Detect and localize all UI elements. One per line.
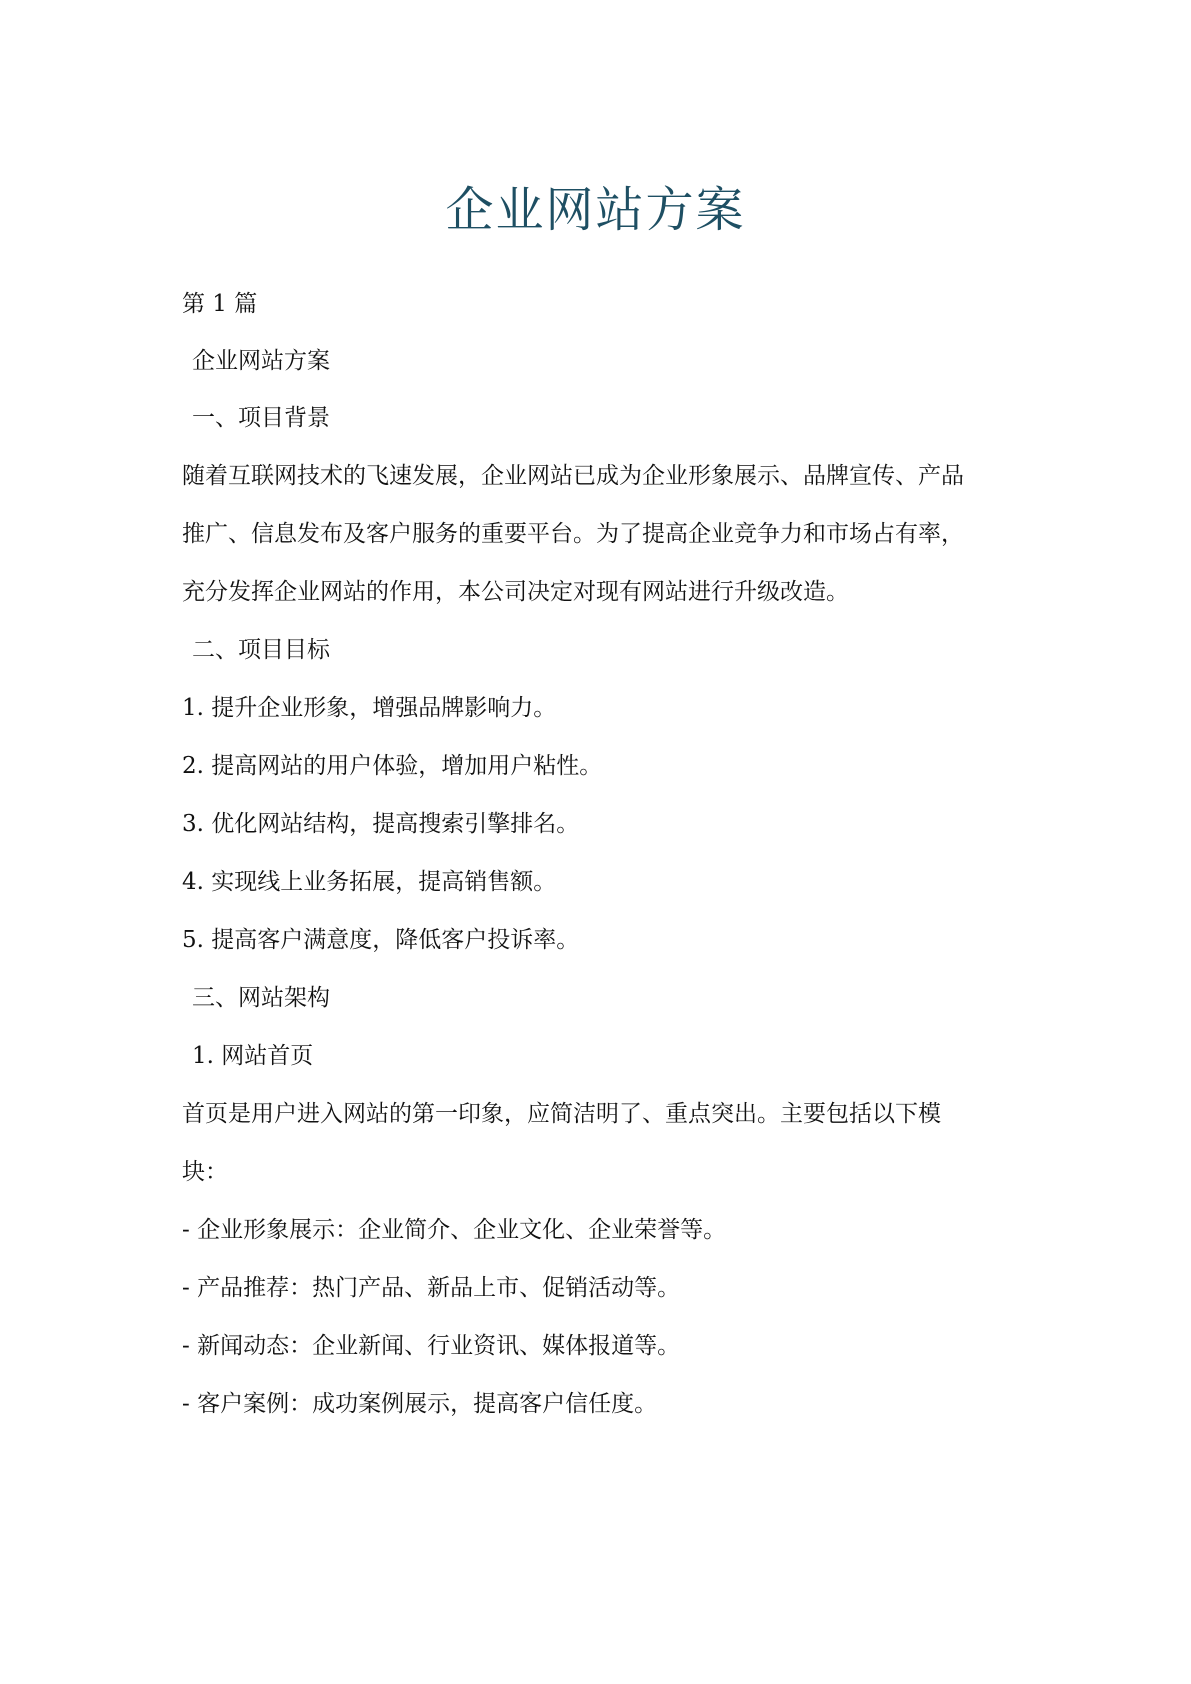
document-title: 企业网站方案 — [445, 182, 746, 238]
text-line: 1. 网站首页 — [192, 1043, 314, 1069]
text-line: 块： — [182, 1159, 228, 1185]
text-line: 充分发挥企业网站的作用，本公司决定对现有网站进行升级改造。 — [182, 579, 849, 605]
list-item: 4. 实现线上业务拓展，提高销售额。 — [182, 869, 557, 895]
text-line: 随着互联网技术的飞速发展，企业网站已成为企业形象展示、品牌宣传、产品 — [182, 463, 964, 489]
list-item: 2. 提高网站的用户体验，增加用户粘性。 — [182, 753, 603, 779]
text-line: 第 1 篇 — [182, 291, 258, 317]
list-item: 5. 提高客户满意度，降低客户投诉率。 — [182, 927, 580, 953]
text-line: 推广、信息发布及客户服务的重要平台。为了提高企业竞争力和市场占有率， — [182, 521, 964, 547]
text-line: 企业网站方案 — [192, 348, 330, 374]
list-item: 1. 提升企业形象，增强品牌影响力。 — [182, 695, 557, 721]
list-item: - 产品推荐：热门产品、新品上市、促销活动等。 — [182, 1275, 681, 1301]
list-item: 3. 优化网站结构，提高搜索引擎排名。 — [182, 811, 580, 837]
list-item: - 企业形象展示：企业简介、企业文化、企业荣誉等。 — [182, 1217, 727, 1243]
text-line: 首页是用户进入网站的第一印象，应简洁明了、重点突出。主要包括以下模 — [182, 1101, 941, 1127]
list-item: - 新闻动态：企业新闻、行业资讯、媒体报道等。 — [182, 1333, 681, 1359]
text-line: 一、项目背景 — [192, 405, 330, 431]
text-line: 三、网站架构 — [192, 985, 330, 1011]
text-line: 二、项目目标 — [192, 637, 330, 663]
list-item: - 客户案例：成功案例展示，提高客户信任度。 — [182, 1391, 658, 1417]
